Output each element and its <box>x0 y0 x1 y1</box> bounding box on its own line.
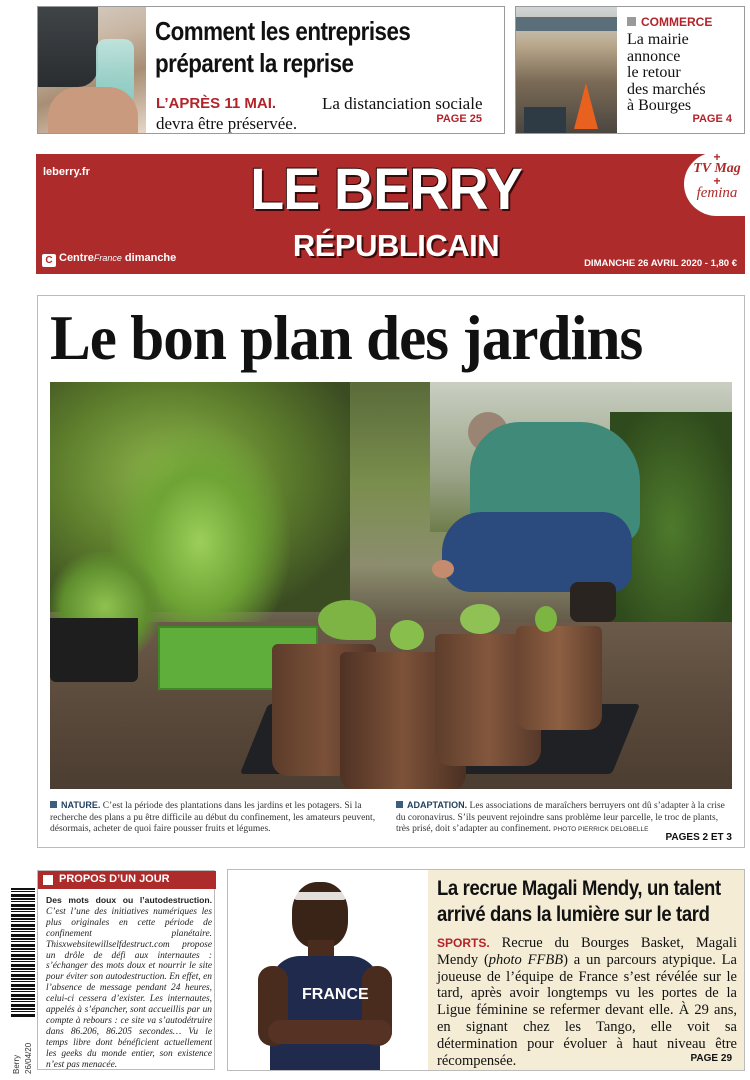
caption-bullet-icon <box>396 801 403 808</box>
sports-page: PAGE 29 <box>690 1053 732 1064</box>
teaser-entreprises-lead-2: devra être préservée. <box>156 114 298 133</box>
teaser-entreprises-kicker: L’APRÈS 11 MAI. <box>156 95 277 112</box>
sports-headline: La recrue Magali Mendy, un talent arrivé dans la lumière sur le tard <box>437 877 721 926</box>
main-photo-garden <box>50 382 732 789</box>
propos-column[interactable] <box>37 870 215 1070</box>
propos-text: Des mots doux ou l’autodestruction. C’est l’une des initiatives numériques les plus originales en cette période de confinement planétaire. Thisxwebsitewillselfdestruct.com propose un drôle de défi aux internautes : s’échanger des mots doux et nourrir le site pour éviter son autodestruction. En effet, en l’absence de message pendant 24 heures, celui-ci cessera d’exister. Les internautes, appelés à s’épancher, sont accueillis par un compte à rebours : ce site va s’autodétruire dans 86.206, 86.205 secondes… Vu le temps libre dont bénéficient actuellement les geeks du monde entier, son existence n’est pas menacée. <box>46 895 212 1070</box>
teaser-commerce-page: PAGE 4 <box>692 113 732 125</box>
teaser-entreprises-lead: La distanciation sociale <box>322 94 483 113</box>
teaser-entreprises-title: Comment les entreprises préparent la reprise <box>155 16 411 78</box>
masthead <box>36 150 745 274</box>
teaser-entreprises[interactable] <box>37 6 505 134</box>
teaser-commerce-photo <box>516 7 617 133</box>
teaser-commerce-kicker: COMMERCE <box>627 15 712 29</box>
brand-subtitle: RÉPUBLICAIN <box>292 228 500 263</box>
caption-adaptation: ADAPTATION. Les associations de maraîchers berruyers ont dû s’adapter à la crise du coronavirus. S’ils peuvent rejoindre sans problème leur parcelle, le troc de plants, très prisé, doit s’adapter au confinement. PHOTO PIERRICK DELOBELLE <box>396 800 725 834</box>
femina-label: femina <box>696 185 738 201</box>
brand-title: LE BERRY <box>250 157 522 222</box>
propos-header: PROPOS D’UN JOUR <box>38 871 216 889</box>
teaser-commerce-body: La mairie annonce le retour des marchés à Bourges <box>627 31 706 114</box>
sports-photo-player <box>228 870 428 1070</box>
caption-nature: NATURE. C’est la période des plantations dans les jardins et les potagers. Si la recherche des plans a pu être difficile au début du confinement, les amateurs peuvent, désormais, acheter de quoi faire pousser fruits et légumes. <box>50 800 376 834</box>
teaser-commerce[interactable] <box>515 6 745 134</box>
caption-bullet-icon <box>50 801 57 808</box>
photo-credit: PHOTO PIERRICK DELOBELLE <box>553 826 649 833</box>
teaser-entreprises-page: PAGE 25 <box>436 113 482 125</box>
sports-story[interactable] <box>227 869 745 1071</box>
publisher-group: C CentreFrance dimanche <box>42 252 176 267</box>
jersey-text: FRANCE <box>302 986 369 1003</box>
tvmag-label: TV Mag <box>693 161 741 176</box>
centrefrance-logo-icon: C <box>42 254 56 267</box>
supplement-badge[interactable]: + TV Mag + femina <box>684 152 750 216</box>
main-story[interactable] <box>37 295 745 848</box>
site-url[interactable]: leberry.fr <box>43 166 90 178</box>
barcode-meta: Berry 26/04/20 <box>12 1042 33 1074</box>
sports-body: SPORTS. Recrue du Bourges Basket, Magali Mendy (photo FFBB) a un parcours atypique. La joueuse de l’équipe de France s’est révélée sur le tard, après avoir longtemps vu les portes de la Ligue féminine se refermer devant elle. À 29 ans, en signant chez les Tango, elle voit sa détermination pour évoluer à haut niveau être récompensée. <box>437 935 737 1069</box>
teaser-entreprises-photo <box>38 7 146 133</box>
main-headline: Le bon plan des jardins <box>50 303 643 373</box>
barcode <box>11 888 35 1018</box>
dateline: DIMANCHE 26 AVRIL 2020 - 1,80 € <box>584 258 737 269</box>
square-icon <box>43 875 53 885</box>
main-pages: PAGES 2 ET 3 <box>665 832 732 843</box>
